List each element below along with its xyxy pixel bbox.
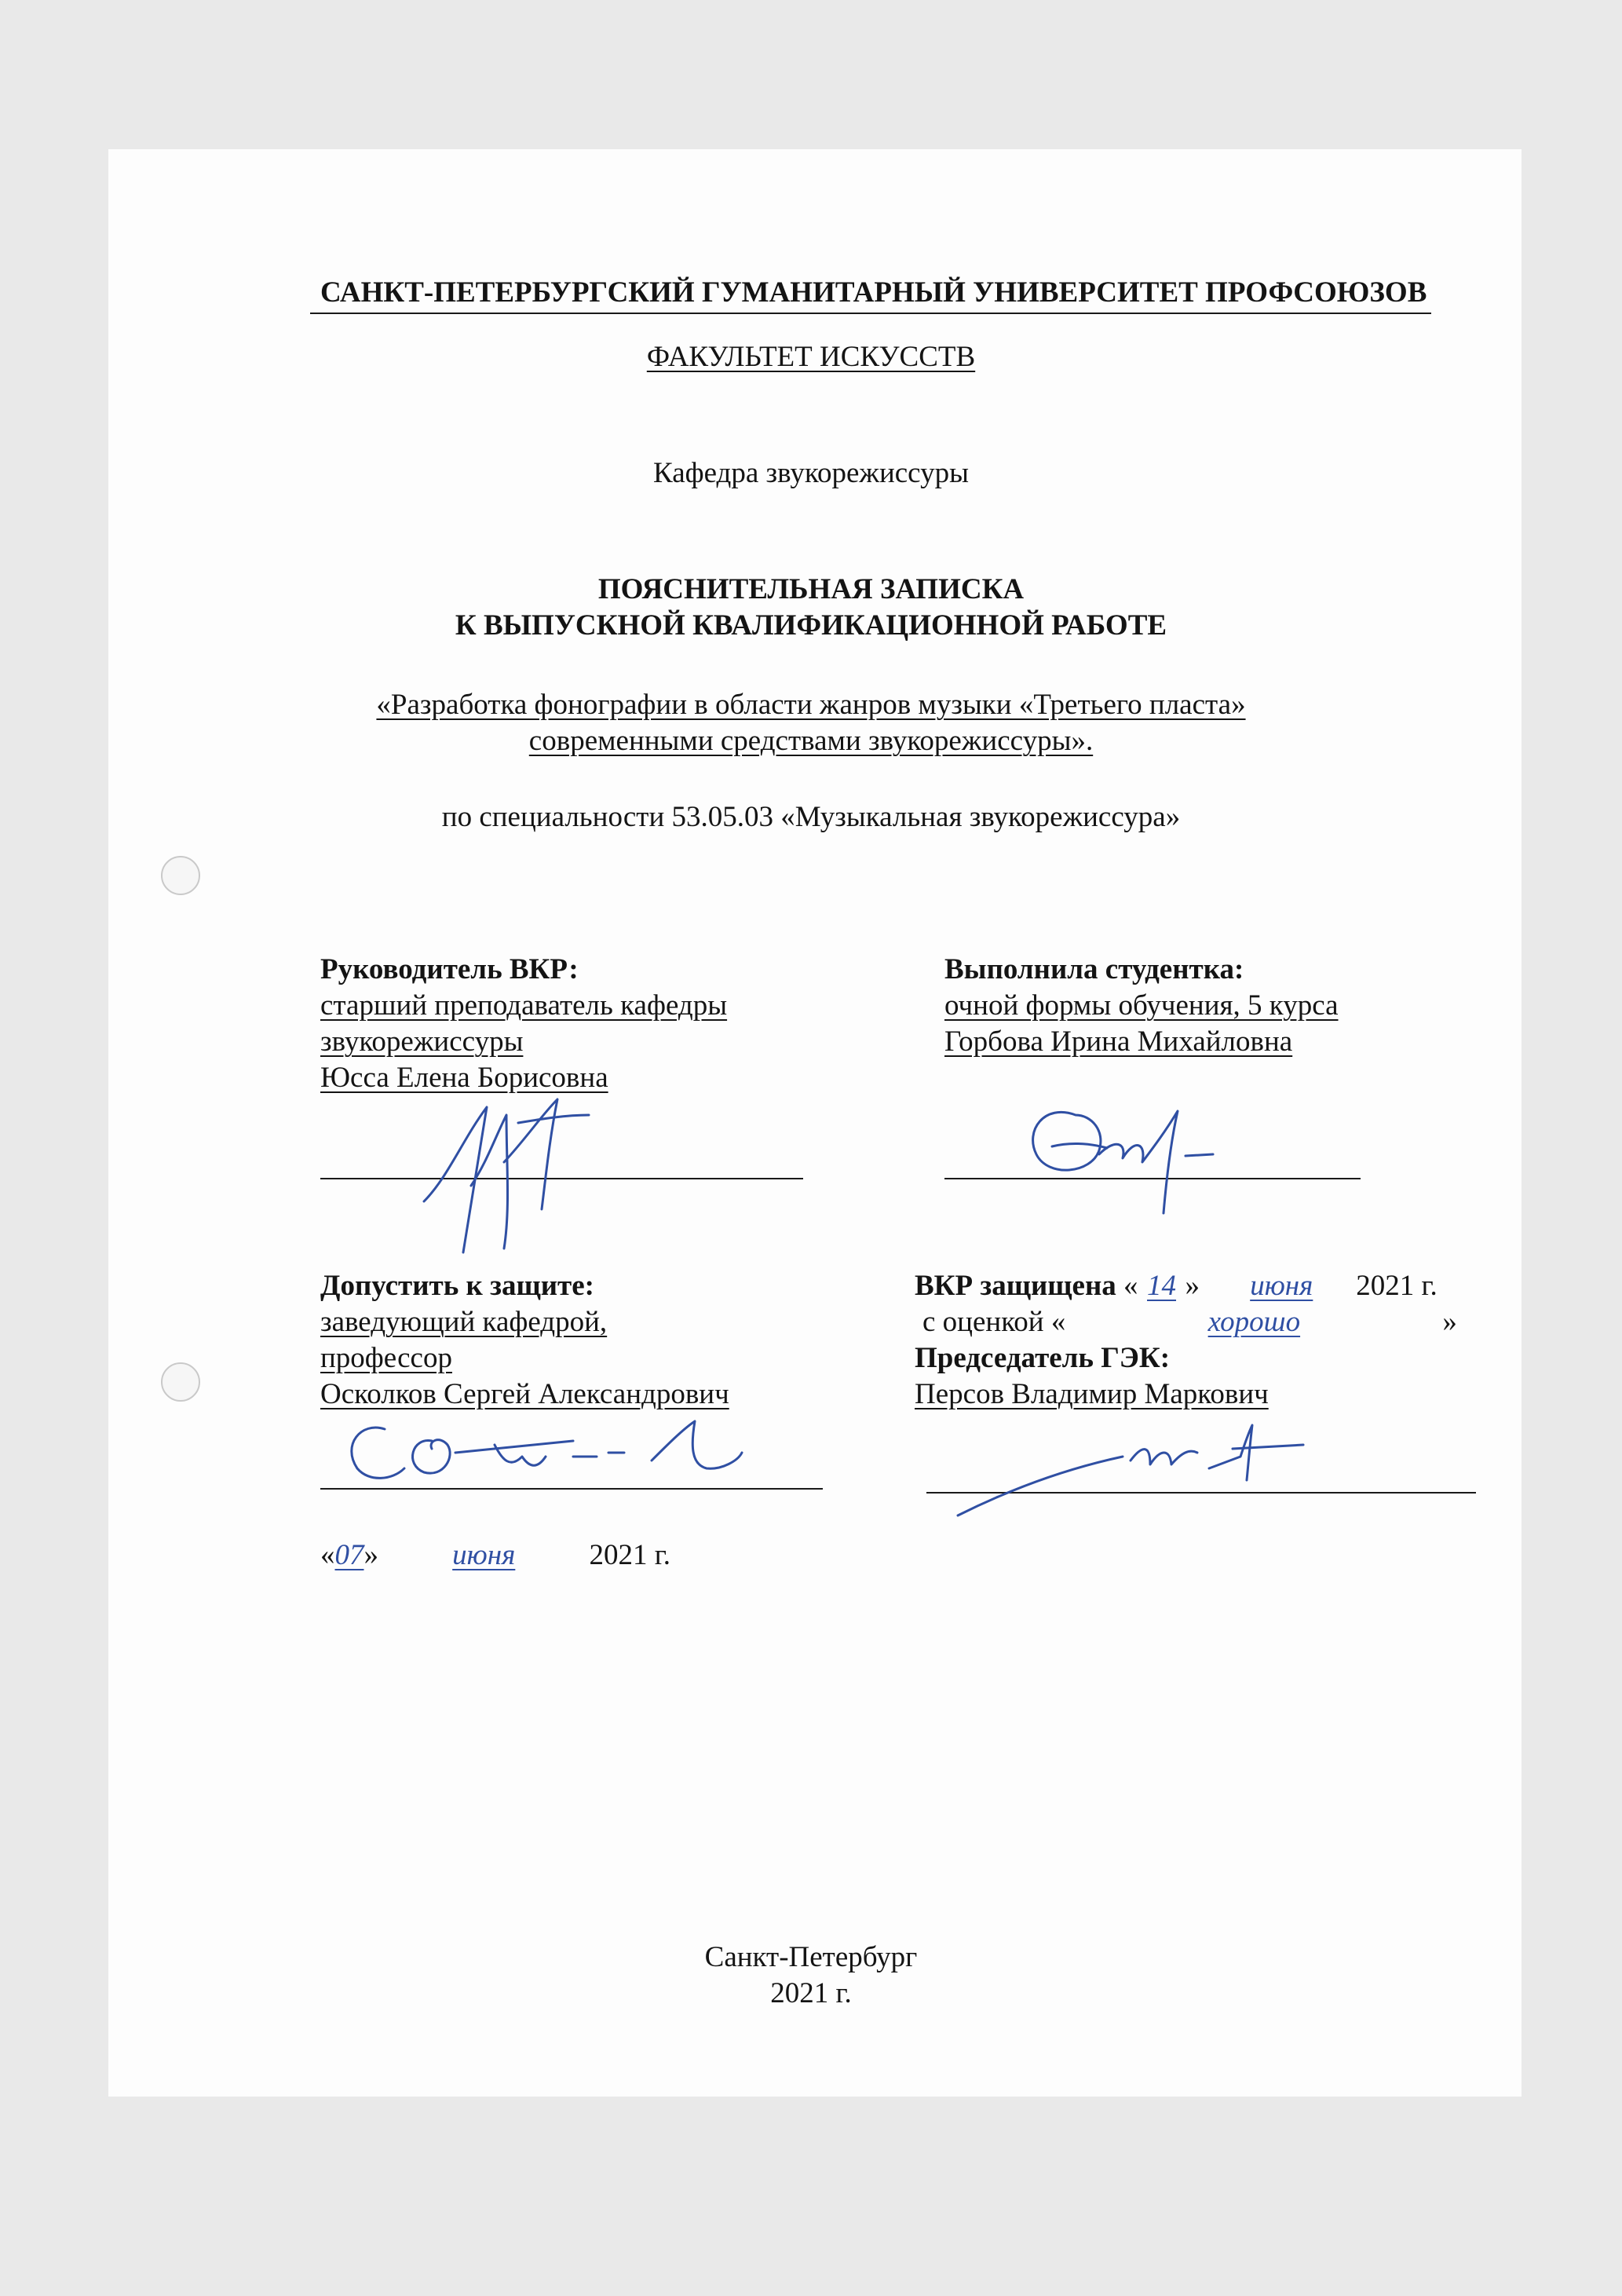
admission-heading: Допустить к защите: bbox=[320, 1270, 594, 1302]
defense-close-quote: » bbox=[1185, 1270, 1200, 1302]
chair-signature bbox=[950, 1421, 1319, 1523]
student-name: Горбова Ирина Михайловна bbox=[944, 1026, 1293, 1058]
admission-date-month: июня bbox=[452, 1539, 516, 1571]
footer-city: Санкт-Петербург bbox=[704, 1941, 918, 1973]
defense-label: ВКР защищена bbox=[915, 1270, 1116, 1302]
thesis-topic-line2: современными средствами звукорежиссуры». bbox=[528, 725, 1094, 757]
student-info: очной формы обучения, 5 курса bbox=[944, 989, 1339, 1022]
admission-signature bbox=[338, 1413, 746, 1492]
document-title-line2: К ВЫПУСКНОЙ КВАЛИФИКАЦИОННОЙ РАБОТЕ bbox=[455, 609, 1167, 642]
student-signature bbox=[1021, 1099, 1225, 1217]
document-sheet bbox=[108, 149, 1522, 2097]
specialty: по специальности 53.05.03 «Музыкальная звукорежиссура» bbox=[441, 801, 1181, 833]
supervisor-name: Юсса Елена Борисовна bbox=[320, 1062, 608, 1094]
admission-name: Осколков Сергей Александрович bbox=[320, 1378, 729, 1410]
admission-position-line1: заведующий кафедрой, bbox=[320, 1306, 608, 1338]
faculty-name: ФАКУЛЬТЕТ ИСКУССТВ bbox=[646, 341, 976, 373]
defense-grade-line bbox=[922, 1304, 1457, 1340]
admission-date-open: « bbox=[320, 1539, 335, 1571]
admission-date-day: 07 bbox=[334, 1539, 364, 1571]
defense-line bbox=[915, 1268, 1438, 1304]
supervisor-position-line2: звукорежиссуры bbox=[320, 1026, 524, 1058]
punch-hole-top bbox=[161, 856, 200, 895]
student-heading: Выполнила студентка: bbox=[944, 953, 1244, 985]
supervisor-position-line1: старший преподаватель кафедры bbox=[320, 989, 728, 1022]
defense-open-quote: « bbox=[1123, 1270, 1138, 1302]
university-underline bbox=[310, 313, 1431, 314]
defense-month: июня bbox=[1250, 1270, 1313, 1302]
thesis-topic-line1: «Разработка фонографии в области жанров музыки «Третьего пласта» bbox=[376, 689, 1246, 721]
punch-hole-bottom bbox=[161, 1362, 200, 1402]
defense-day: 14 bbox=[1147, 1270, 1177, 1302]
university-name: САНКТ-ПЕТЕРБУРГСКИЙ ГУМАНИТАРНЫЙ УНИВЕРСИТЕТ ПРОФСОЮЗОВ bbox=[320, 276, 1427, 309]
admission-date-year: 2021 г. bbox=[589, 1539, 671, 1571]
chair-heading: Председатель ГЭК: bbox=[915, 1342, 1171, 1374]
footer-year: 2021 г. bbox=[770, 1977, 852, 2009]
defense-year: 2021 г. bbox=[1356, 1270, 1438, 1302]
defense-grade: хорошо bbox=[1207, 1306, 1301, 1338]
chair-name: Персов Владимир Маркович bbox=[915, 1378, 1269, 1410]
supervisor-signature bbox=[416, 1091, 597, 1260]
document-title-line1: ПОЯСНИТЕЛЬНАЯ ЗАПИСКА bbox=[597, 573, 1025, 605]
admission-position-line2: профессор bbox=[320, 1342, 452, 1374]
defense-grade-close: » bbox=[1442, 1306, 1457, 1338]
supervisor-heading: Руководитель ВКР: bbox=[320, 953, 579, 985]
admission-date-close: » bbox=[363, 1539, 378, 1571]
defense-grade-label: с оценкой « bbox=[922, 1306, 1066, 1338]
admission-date bbox=[320, 1537, 670, 1574]
department-name: Кафедра звукорежиссуры bbox=[653, 457, 969, 489]
